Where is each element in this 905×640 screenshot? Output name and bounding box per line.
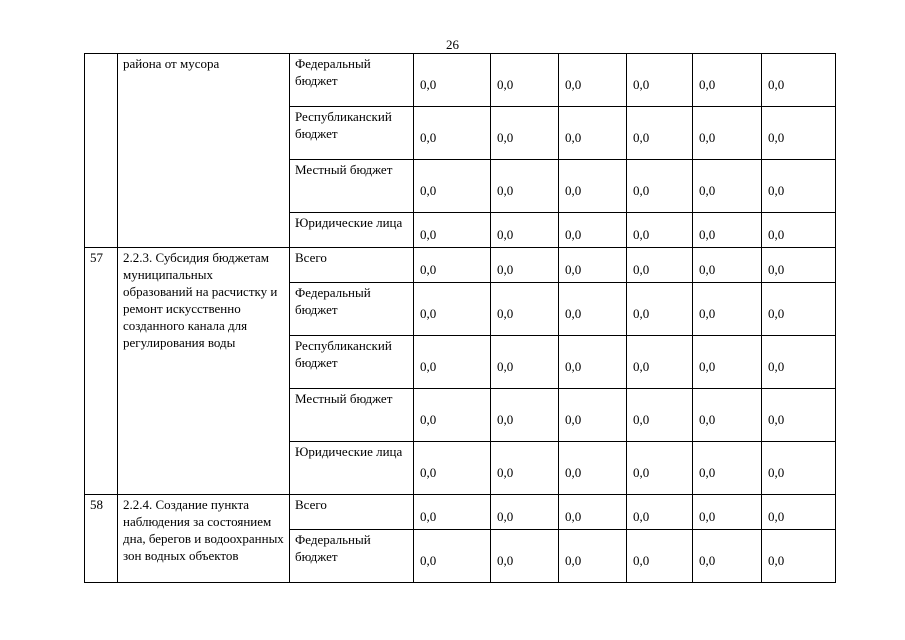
value-cell: 0,0 <box>762 54 836 107</box>
value-cell: 0,0 <box>491 530 559 583</box>
value-cell: 0,0 <box>762 495 836 530</box>
funding-source-cell: Федеральный бюджет <box>290 283 414 336</box>
value-cell: 0,0 <box>414 160 491 213</box>
value-cell: 0,0 <box>627 107 693 160</box>
value-cell: 0,0 <box>559 442 627 495</box>
value-cell: 0,0 <box>559 213 627 248</box>
value-cell: 0,0 <box>414 336 491 389</box>
value-cell: 0,0 <box>414 442 491 495</box>
value-cell: 0,0 <box>491 213 559 248</box>
value-cell: 0,0 <box>414 283 491 336</box>
value-cell: 0,0 <box>414 389 491 442</box>
value-cell: 0,0 <box>559 107 627 160</box>
value-cell: 0,0 <box>693 283 762 336</box>
value-cell: 0,0 <box>762 389 836 442</box>
value-cell: 0,0 <box>693 107 762 160</box>
value-cell: 0,0 <box>627 248 693 283</box>
value-cell: 0,0 <box>414 530 491 583</box>
value-cell: 0,0 <box>693 495 762 530</box>
funding-source-cell: Местный бюджет <box>290 160 414 213</box>
value-cell: 0,0 <box>414 495 491 530</box>
value-cell: 0,0 <box>762 107 836 160</box>
value-cell: 0,0 <box>491 107 559 160</box>
value-cell: 0,0 <box>693 530 762 583</box>
value-cell: 0,0 <box>559 530 627 583</box>
funding-source-cell: Республиканский бюджет <box>290 336 414 389</box>
value-cell: 0,0 <box>414 107 491 160</box>
value-cell: 0,0 <box>762 442 836 495</box>
value-cell: 0,0 <box>414 213 491 248</box>
value-cell: 0,0 <box>491 495 559 530</box>
value-cell: 0,0 <box>627 442 693 495</box>
value-cell: 0,0 <box>627 389 693 442</box>
value-cell: 0,0 <box>491 389 559 442</box>
funding-source-cell: Юридические лица <box>290 442 414 495</box>
value-cell: 0,0 <box>559 160 627 213</box>
funding-source-cell: Юридические лица <box>290 213 414 248</box>
funding-source-cell: Республиканский бюджет <box>290 107 414 160</box>
value-cell: 0,0 <box>762 336 836 389</box>
value-cell: 0,0 <box>762 213 836 248</box>
value-cell: 0,0 <box>693 442 762 495</box>
table-row <box>85 248 836 283</box>
page-number: 26 <box>446 37 459 52</box>
value-cell: 0,0 <box>627 213 693 248</box>
value-cell: 0,0 <box>559 336 627 389</box>
value-cell: 0,0 <box>627 495 693 530</box>
value-cell: 0,0 <box>491 54 559 107</box>
value-cell: 0,0 <box>762 160 836 213</box>
event-name-cell: района от мусора <box>118 54 290 248</box>
value-cell: 0,0 <box>693 336 762 389</box>
funding-source-cell: Всего <box>290 248 414 283</box>
table-row <box>85 495 836 530</box>
event-name-cell: 2.2.4. Создание пункта наблюдения за состоянием дна, берегов и водоохранных зон водных объектов <box>118 495 290 583</box>
row-number-cell <box>85 54 118 248</box>
value-cell: 0,0 <box>491 336 559 389</box>
value-cell: 0,0 <box>491 160 559 213</box>
value-cell: 0,0 <box>414 248 491 283</box>
row-number-cell: 58 <box>85 495 118 583</box>
value-cell: 0,0 <box>693 160 762 213</box>
value-cell: 0,0 <box>559 248 627 283</box>
value-cell: 0,0 <box>627 336 693 389</box>
value-cell: 0,0 <box>762 248 836 283</box>
value-cell: 0,0 <box>693 248 762 283</box>
value-cell: 0,0 <box>559 54 627 107</box>
value-cell: 0,0 <box>559 389 627 442</box>
value-cell: 0,0 <box>559 495 627 530</box>
value-cell: 0,0 <box>491 283 559 336</box>
value-cell: 0,0 <box>762 530 836 583</box>
value-cell: 0,0 <box>414 54 491 107</box>
value-cell: 0,0 <box>559 283 627 336</box>
funding-source-cell: Федеральный бюджет <box>290 530 414 583</box>
funding-source-cell: Всего <box>290 495 414 530</box>
value-cell: 0,0 <box>762 283 836 336</box>
row-number-cell: 57 <box>85 248 118 495</box>
value-cell: 0,0 <box>491 248 559 283</box>
value-cell: 0,0 <box>693 54 762 107</box>
value-cell: 0,0 <box>693 213 762 248</box>
funding-source-cell: Федеральный бюджет <box>290 54 414 107</box>
budget-table <box>84 53 836 583</box>
table-row <box>85 54 836 107</box>
value-cell: 0,0 <box>627 160 693 213</box>
value-cell: 0,0 <box>693 389 762 442</box>
funding-source-cell: Местный бюджет <box>290 389 414 442</box>
value-cell: 0,0 <box>627 530 693 583</box>
value-cell: 0,0 <box>627 54 693 107</box>
value-cell: 0,0 <box>627 283 693 336</box>
event-name-cell: 2.2.3. Субсидия бюджетам муниципальных образований на расчистку и ремонт искусственно созданного канала для регулирования воды <box>118 248 290 495</box>
value-cell: 0,0 <box>491 442 559 495</box>
